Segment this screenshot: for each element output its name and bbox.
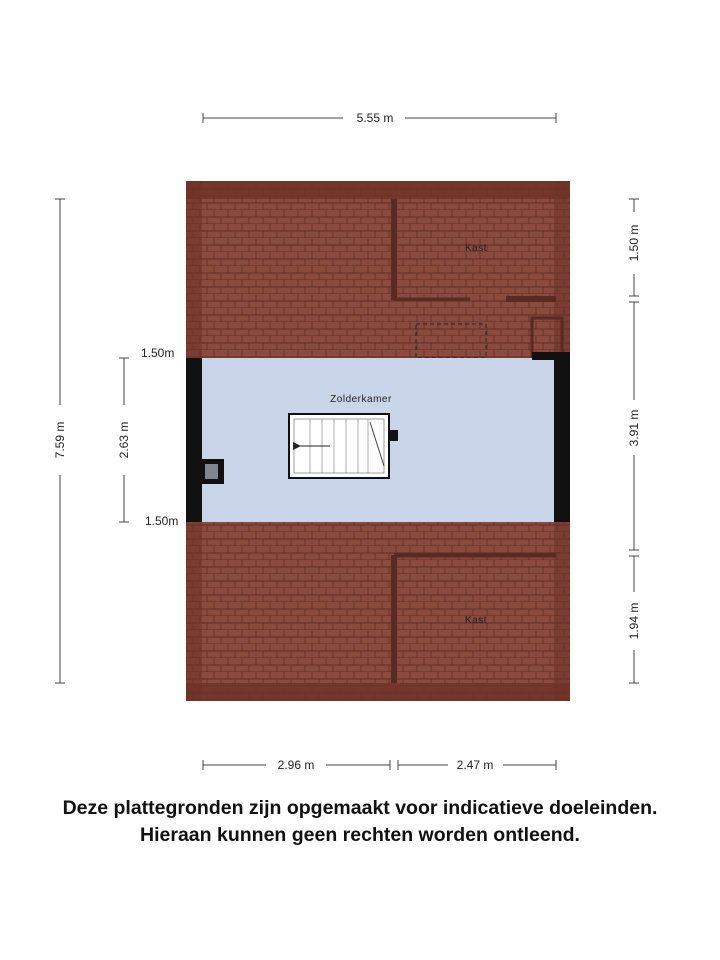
dim-height-top: 1.50m	[141, 346, 175, 360]
dim-right-middle: 3.91 m	[627, 409, 641, 447]
dim-total-depth: 7.59 m	[53, 421, 67, 459]
dim-bottom-left: 2.96 m	[277, 758, 315, 772]
dim-bottom-right: 2.47 m	[456, 758, 494, 772]
dim-height-bottom: 1.50m	[145, 514, 179, 528]
disclaimer-line-2: Hieraan kunnen geen rechten worden ontleend.	[140, 824, 580, 846]
dim-right-top: 1.50 m	[627, 224, 641, 262]
storage-top-label: Kast	[464, 243, 488, 254]
attic-label: Zolderkamer	[330, 394, 392, 405]
staircase	[289, 414, 398, 478]
dim-right-bottom: 1.94 m	[627, 602, 641, 640]
disclaimer-line-1: Deze plattegronden zijn opgemaakt voor indicatieve doeleinden.	[62, 797, 658, 819]
storage-bottom-label: Kast	[464, 615, 488, 626]
dim-room-depth: 2.63 m	[117, 421, 131, 459]
dim-total-width: 5.55 m	[356, 111, 394, 125]
